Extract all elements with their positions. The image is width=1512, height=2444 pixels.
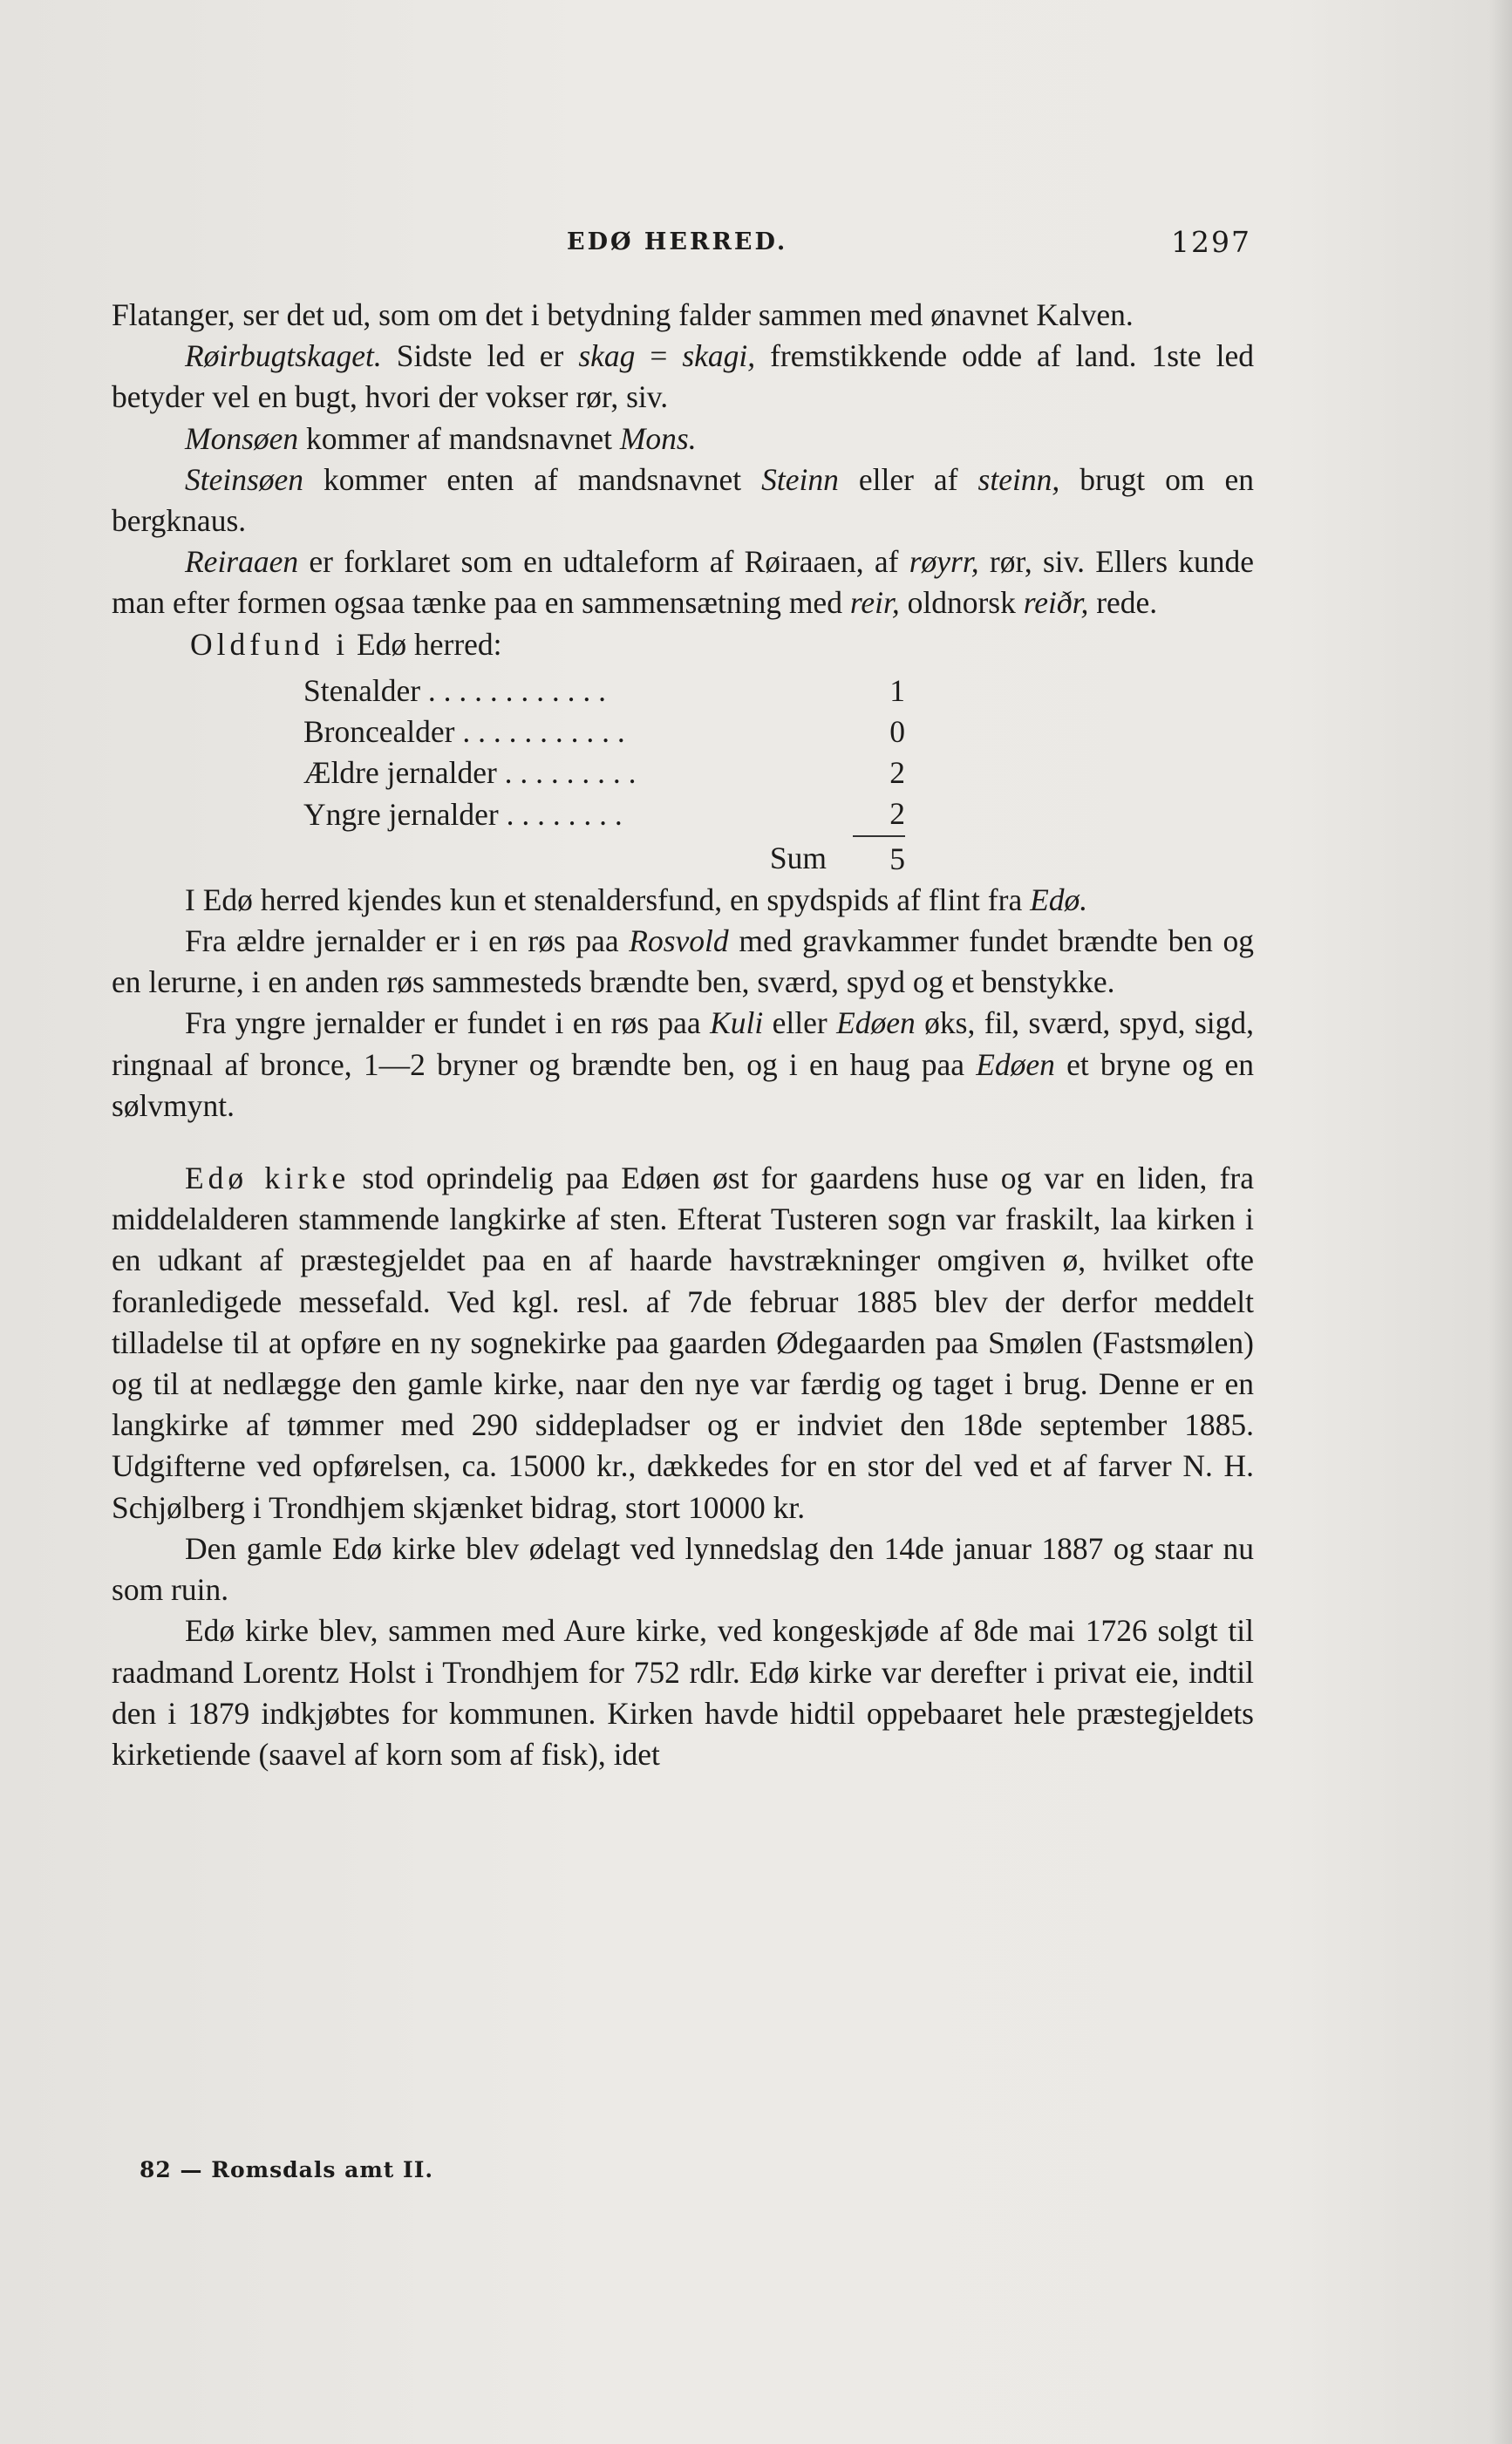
table-row [303,793,905,835]
sum-value: 5 [853,836,905,880]
oldfund-heading [112,624,1254,665]
sum-row [303,836,905,880]
heading-text: Edø herred: [349,626,502,662]
paragraph-yngre-jernalder [112,1003,1254,1127]
paragraph-text: kommer af mandsnavnet [298,420,620,456]
paragraph-text: I Edø herred kjendes kun et stenaldersfund, en spydspids af flint fra [185,882,1031,917]
row-label: Yngre jernalder . . . . . . . . [303,796,623,832]
place-name: Kuli [710,1005,764,1041]
running-title: EDØ HERRED. [567,228,788,255]
paragraph-text: eller [763,1005,837,1041]
section-gap [112,1127,1254,1158]
word-italic: reir, [849,585,900,621]
sum-label: Sum [769,841,827,876]
row-value: 2 [889,796,905,832]
row-value: 1 [889,672,905,708]
paragraph-text: rede. [1088,585,1158,621]
word-italic: skag [578,338,636,374]
paragraph-text: øks, fil, sværd, spyd, sigd, ringnaal af bronce, 1—2 bryner og brændte ben, og i en haug paa [112,1005,1254,1082]
word-italic: Mons. [619,420,697,456]
place-name: Røirbugtskaget. [185,338,382,374]
paragraph-text: Edø kirke blev, sammen med Aure kirke, ved kongeskjøde af 8de mai 1726 solgt til raadmand Lorentz Holst i Trondhjem for 752 rdlr. Edø kirke var derefter i privat eie, indtil den i 1879 indkjøbtes for kommunen. Kirken havde hidtil oppebaaret hele præstegjeldets kirketiende (saavel af korn som af fisk), idet [112,1613,1254,1772]
row-label: Stenalder . . . . . . . . . . . . [303,672,607,708]
paragraph-text: eller af [838,461,978,497]
equals-sign: = [635,338,683,374]
paragraph-reiraaen [112,541,1254,623]
signature-footer: 82 — Romsdals amt II. [140,2157,434,2182]
place-name: Edø. [1030,882,1088,917]
paragraph-edo-kirke [112,1158,1254,1528]
table-row [303,752,905,793]
paragraph-steinsoen [112,460,1254,541]
word-italic: steinn, [977,461,1060,497]
word-italic: Steinn [761,461,839,497]
paragraph-text: kommer enten af mandsnavnet [303,461,762,497]
paragraph-text: Sidste led er [381,338,579,374]
paragraph-text: et bryne og en sølvmynt. [112,1046,1254,1123]
paragraph-text: er forklaret som en udtaleform af Røiraaen, af [298,544,909,580]
place-name: Edøen [976,1046,1055,1082]
place-name: Monsøen [185,420,299,456]
paragraph-text: brugt om en bergknaus. [112,461,1255,539]
paragraph-text: Fra ældre jernalder er i en røs paa [185,923,630,959]
paragraph-stenalder-fund [112,880,1254,921]
page-body [112,295,1254,1775]
word-italic: skagi, [682,338,756,374]
paragraph-text: oldnorsk [899,585,1024,621]
place-name: Reiraaen [185,544,299,580]
row-label: Broncealder . . . . . . . . . . . [303,714,625,750]
oldfund-table [303,671,905,880]
paragraph-text: Fra yngre jernalder er fundet i en røs paa [185,1005,711,1041]
paragraph-text: rør, siv. Ellers kunde man efter formen ogsaa tænke paa en sammensætning med [112,544,1255,621]
place-name: Rosvold [629,923,729,959]
table-row [303,711,905,752]
row-label: Ældre jernalder . . . . . . . . . [303,755,637,791]
paragraph-text: Flatanger, ser det ud, som om det i betydning falder sammen med ønavnet Kalven. [112,297,1134,332]
place-name: Edøen [836,1005,916,1041]
paragraph-text: Den gamle Edø kirke blev ødelagt ved lynnedslag den 14de januar 1887 og staar nu som ruin. [112,1530,1254,1608]
paragraph-gamle-kirke [112,1528,1254,1610]
spaced-heading: Edø kirke [185,1161,351,1196]
paragraph-monsoen [112,419,1254,460]
word-italic: reiðr, [1023,585,1089,621]
row-value: 2 [889,755,905,791]
row-value: 0 [889,714,905,750]
paragraph-text: med gravkammer fundet brændte ben og en lerurne, i en anden røs sammesteds brændte ben, sværd, spyd og et benstykke. [112,923,1254,1000]
paragraph-text: fremstikkende odde af land. 1ste led betyder vel en bugt, hvori der vokser rør, siv. [112,338,1254,415]
running-header [113,225,1251,260]
page-number: 1297 [1171,225,1251,259]
paragraph-text: stod oprindelig paa Edøen øst for gaardens huse og var en liden, fra middelalderen stammende langkirke af sten. Efterat Tusteren sogn var fraskilt, laa kirken i en udkant af præstegjeldet paa en af haarde havstrækninger omgiven ø, hvilket ofte foranledigede messefald. Ved kgl. resl. af 7de februar 1885 blev der derfor meddelt tilladelse til at opføre en ny sognekirke paa gaarden Ødegaarden paa Smølen (Fastsmølen) og til at nedlægge den gamle kirke, naar den nye var færdig og taget i brug. Denne er en langkirke af tømmer med 290 siddepladser og er indviet den 18de september 1885. Udgifterne ved opførelsen, ca. 15000 kr., dækkedes for en stor del ved et af farver N. H. Schjølberg i Trondhjem skjænket bidrag, stort 10000 kr. [112,1161,1254,1525]
paragraph-roirbugtskaget [112,336,1254,418]
paragraph-kongeskjode [112,1610,1254,1775]
paragraph-aeldre-jernalder [112,921,1254,1003]
table-row [303,671,905,711]
place-name: Steinsøen [185,461,304,497]
page-edge-shadow [1489,0,1512,2444]
paragraph-flatanger [112,295,1254,336]
spaced-heading: Oldfund i [190,626,350,662]
word-italic: røyrr, [909,544,979,580]
